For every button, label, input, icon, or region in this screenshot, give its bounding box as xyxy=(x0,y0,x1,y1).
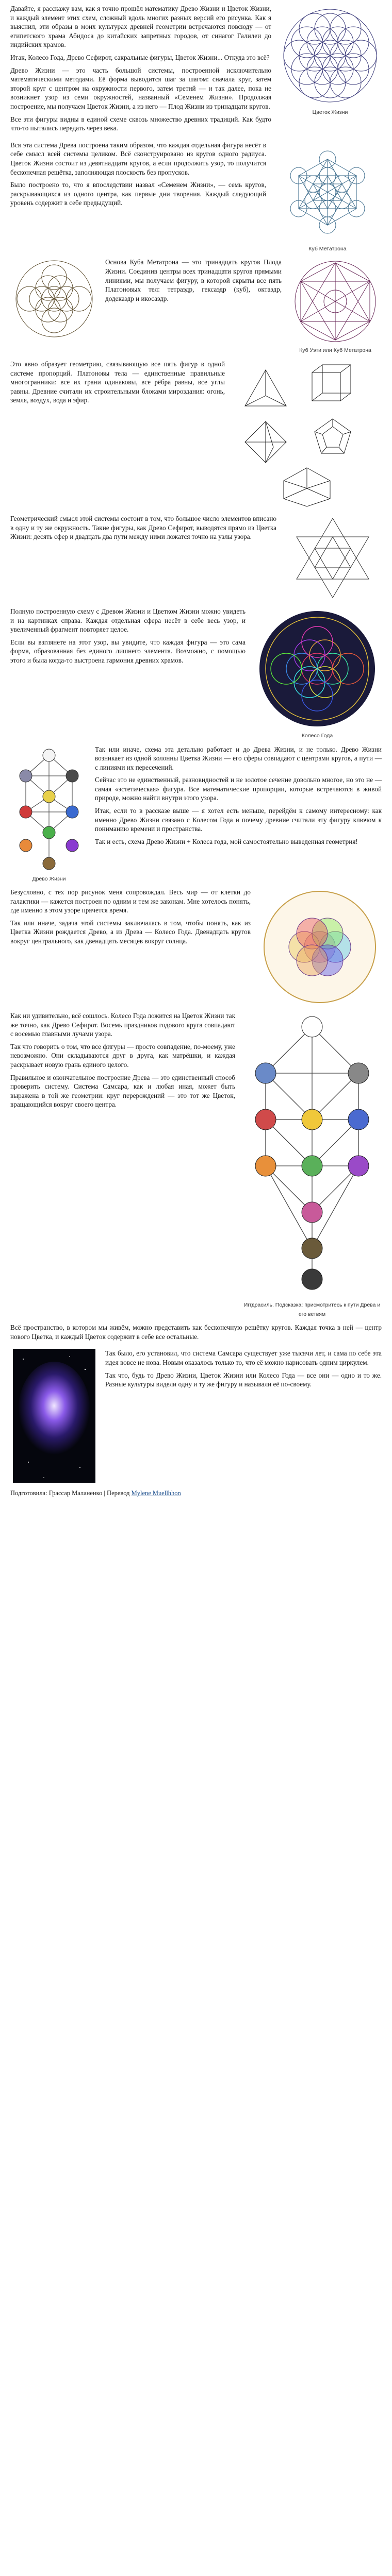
paragraph: Итак, Колесо Года, Древо Сефирот, сакральные фигуры, Цветок Жизни... Откуда это всё? xyxy=(10,53,270,61)
section-samsara xyxy=(10,1323,382,1345)
metatron-cube-illustration xyxy=(276,141,379,244)
colorful-flower-illustration xyxy=(260,888,379,1006)
section-cosmos xyxy=(10,1349,382,1484)
figure-yggdrasil xyxy=(242,1011,382,1319)
figure-colorful-flower xyxy=(258,888,382,1007)
paragraph: Основа Куба Метатрона — это тринадцать кругов Плода Жизни. Соединив центры всех тринадцати кругов прямыми линиями, мы получаем фигуру, в которой скрыты все пять Платоновых тел: тетраэдр, гексаэдр (куб), октаэдр, додекаэдр и икосаэдр. xyxy=(105,258,282,302)
wheel-of-year-illustration xyxy=(255,607,379,731)
paragraph: Правильное и окончательное построение Древа — это единственный способ проверить систему. Система Самсара, как и любая иная, может быть выражена в той же геометрии: круг перерождений — это тот же Цветок, вращающийся вокруг своего центра. xyxy=(10,1073,235,1109)
figure-hexagram xyxy=(284,514,382,603)
hexagram-illustration xyxy=(286,514,379,602)
section-metatron xyxy=(10,141,382,254)
metatron-star-illustration xyxy=(291,258,379,345)
figure-seed-of-life xyxy=(10,258,98,341)
paragraph: Всё пространство, в котором мы живём, можно представить как бесконечную решётку кругов. Каждая точка в ней — центр нового Цветка, и каждый Цветок содержит в себе все остальные. xyxy=(10,1324,382,1341)
paragraph: Все эти фигуры видны в единой схеме сквозь множество древних традиций. Как будто что-то пытались передать через века. xyxy=(10,115,271,132)
paragraph: Так было, его установил, что система Самсара существует уже тысячи лет, и сама по себе эта идея вовсе не нова. Новым оказалось только то, что её можно нарисовать одним циркулем. xyxy=(105,1349,382,1367)
paragraph: Полную построенную схему с Древом Жизни и Цветком Жизни можно увидеть и на картинках справа. Каждая отдельная сфера несёт в себе весь узор, и увеличенный фрагмент повторяет целое. xyxy=(10,607,246,634)
paragraph: Давайте, я расскажу вам, как я точно прошёл математику Древо Жизни и Цветок Жизни, и каждый элемент этих схем, сложный вдоль многих разных версий его рисунка. Как я выяснил, эти образы в моих культурах древней геометрии встречаются повсюду — от египетского храма Абидоса до китайских запретных городов, от синагог Галилеи до индийских храмов. xyxy=(10,5,271,49)
credits-author: Грассар Маланенко xyxy=(48,1489,103,1497)
paragraph: Это явно образует геометрию, связывающую все пять фигур в одной системе пропорций. Платоновы тела — единственные правильные многогранники: все их грани одинаковы, все рёбра равны, все углы равны. Древние считали их строительными блоками мироздания: огонь, земля, воздух, вода и эфир. xyxy=(10,360,225,404)
credits-prefix: Подготовила: xyxy=(10,1489,47,1497)
figure-tree-of-life xyxy=(10,745,88,884)
figure-caption: Колесо Года xyxy=(301,732,333,739)
section-yggdrasil xyxy=(10,1011,382,1319)
figure-platonic-solids xyxy=(232,360,382,510)
figure-caption: Цветок Жизни xyxy=(312,109,348,115)
paragraph: Было построено то, что я впоследствии назвал «Семенем Жизни», — семь кругов, раскрывающихся из одного центра, как первые дни творения. Каждый следующий уровень содержит в себе предыдущий. xyxy=(10,181,266,207)
paragraph: Так и есть, схема Древо Жизни + Колеса года, мой самостоятельно выведенная геометрия! xyxy=(95,837,358,845)
paragraph: Так или иначе, задача этой системы заключалась в том, чтобы понять, как из Цветка Жизни рождается Древо, а из Древа — Колесо Года. Двенадцать кругов вокруг центрального, как двенадцать месяцев вокруг солнца. xyxy=(10,919,251,945)
yggdrasil-illustration xyxy=(245,1011,379,1300)
paragraph: Геометрический смысл этой системы состоит в том, что большое число элементов вписано в одну и ту же окружность. Такие фигуры, как Древо Сефирот, выводятся прямо из Цветка Жизни: десять сфер и двадцать два пути между ними ложатся точно на узлы узора. xyxy=(10,514,276,541)
section-intro xyxy=(10,4,382,137)
section-tree-of-life xyxy=(10,745,382,884)
article-credits xyxy=(10,1489,382,1498)
paragraph: Вся эта система Древа построена таким образом, что каждая отдельная фигура несёт в себе смысл всей системы целиком. Всё сконструировано из кругов одного радиуса. Цветок Жизни состоит из девятнадцати кругов, а если продолжить узор, то получится бесконечная решётка, заполняющая плоскость без пропусков. xyxy=(10,141,266,176)
paragraph: Безусловно, с тех пор рисунок меня сопровождал. Весь мир — от клетки до галактики — кажется построен по одним и тем же законам. Мне хотелось понять, где именно в этом узоре прячется время. xyxy=(10,888,251,914)
section-wheel xyxy=(10,607,382,741)
credits-mid: | Перевод xyxy=(104,1489,130,1497)
paragraph: Как ни удивительно, всё сошлось. Колесо Года ложится на Цветок Жизни так же точно, как Древо Сефирот. Восемь праздников годового круга совпадают с восемью главными лучами узора. xyxy=(10,1012,235,1038)
section-colorful-flower xyxy=(10,888,382,1007)
figure-caption: Куб Метатрона xyxy=(308,245,347,252)
section-geometry xyxy=(10,514,382,603)
paragraph: Так что говорить о том, что все фигуры — просто совпадение, по-моему, уже невозможно. Они складываются друг в друга, как матрёшки, и каждая раскрывает новую грань единого целого. xyxy=(10,1042,235,1069)
tree-of-life-illustration xyxy=(13,745,85,874)
paragraph: Древо Жизни — это часть большой системы, построенной исключительно математическими методами. Её форма выводится шаг за шагом: сначала круг, затем второй круг с центром на окружности первого, затем третий — и так далее, пока не возникнет узор из семи окружностей, названный «Семенем Жизни». Продолжая построение, мы получаем Цветок Жизни, а из него — Плод Жизни из тринадцати кругов. xyxy=(10,66,271,110)
paragraph: Так или иначе, схема эта детально работает и до Древа Жизни, и не только. Древо Жизни возникает из одной колонны Цветка Жизни — его сферы совпадают с центрами кругов, а пути — с линиями их пересечений. xyxy=(95,745,382,771)
figure-flower-of-life xyxy=(279,4,382,117)
translator-link[interactable]: Mylene Muellhhon xyxy=(131,1489,181,1497)
figure-caption: Куб Уэти или Куб Метатрона xyxy=(299,347,371,354)
cosmos-photo xyxy=(13,1349,95,1483)
paragraph: Итак, если то в рассказе выше — я хотел есть меньше, перейдём к самому интересному: как именно Древо Жизни связано с Колесом Года и почему древние считали эту фигуру ключом к пониманию времени и пространства. xyxy=(95,807,382,833)
paragraph: Сейчас это не единственный, разновидностей и не золотое сечение довольно многое, но это не — самая «эстетическая» фигура. Все математические пропорции, которые встречаются в живой природе, можно найти внутри этого узора. xyxy=(95,776,382,802)
figure-wheel-of-year xyxy=(253,607,382,741)
section-platonic-solids xyxy=(10,360,382,510)
figure-caption: Древо Жизни xyxy=(32,875,66,882)
paragraph: Так что, будь то Древо Жизни, Цветок Жизни или Колесо Года — все они — одно и то же. Разные культуры видели одну и ту же фигуру и называли её по-своему. xyxy=(105,1371,382,1388)
figure-metatron-cube xyxy=(273,141,382,254)
platonic-solids-illustration xyxy=(235,360,379,509)
seed-of-life-illustration xyxy=(13,258,95,340)
flower-of-life-illustration xyxy=(281,4,379,107)
paragraph: Если вы взглянете на этот узор, вы увидите, что каждая фигура — это сама форма, образованная без единого лишнего элемента. Возможно, с помощью этого и была когда-то выстроена гармония древних храмов. xyxy=(10,638,246,664)
figure-cosmos xyxy=(10,1349,98,1484)
figure-metatron-cube-2 xyxy=(289,258,382,355)
figure-caption: Иггдрасиль. Подсказка: присмотритесь к пути Древа и его ветвям xyxy=(243,1302,381,1317)
section-platonic xyxy=(10,258,382,355)
